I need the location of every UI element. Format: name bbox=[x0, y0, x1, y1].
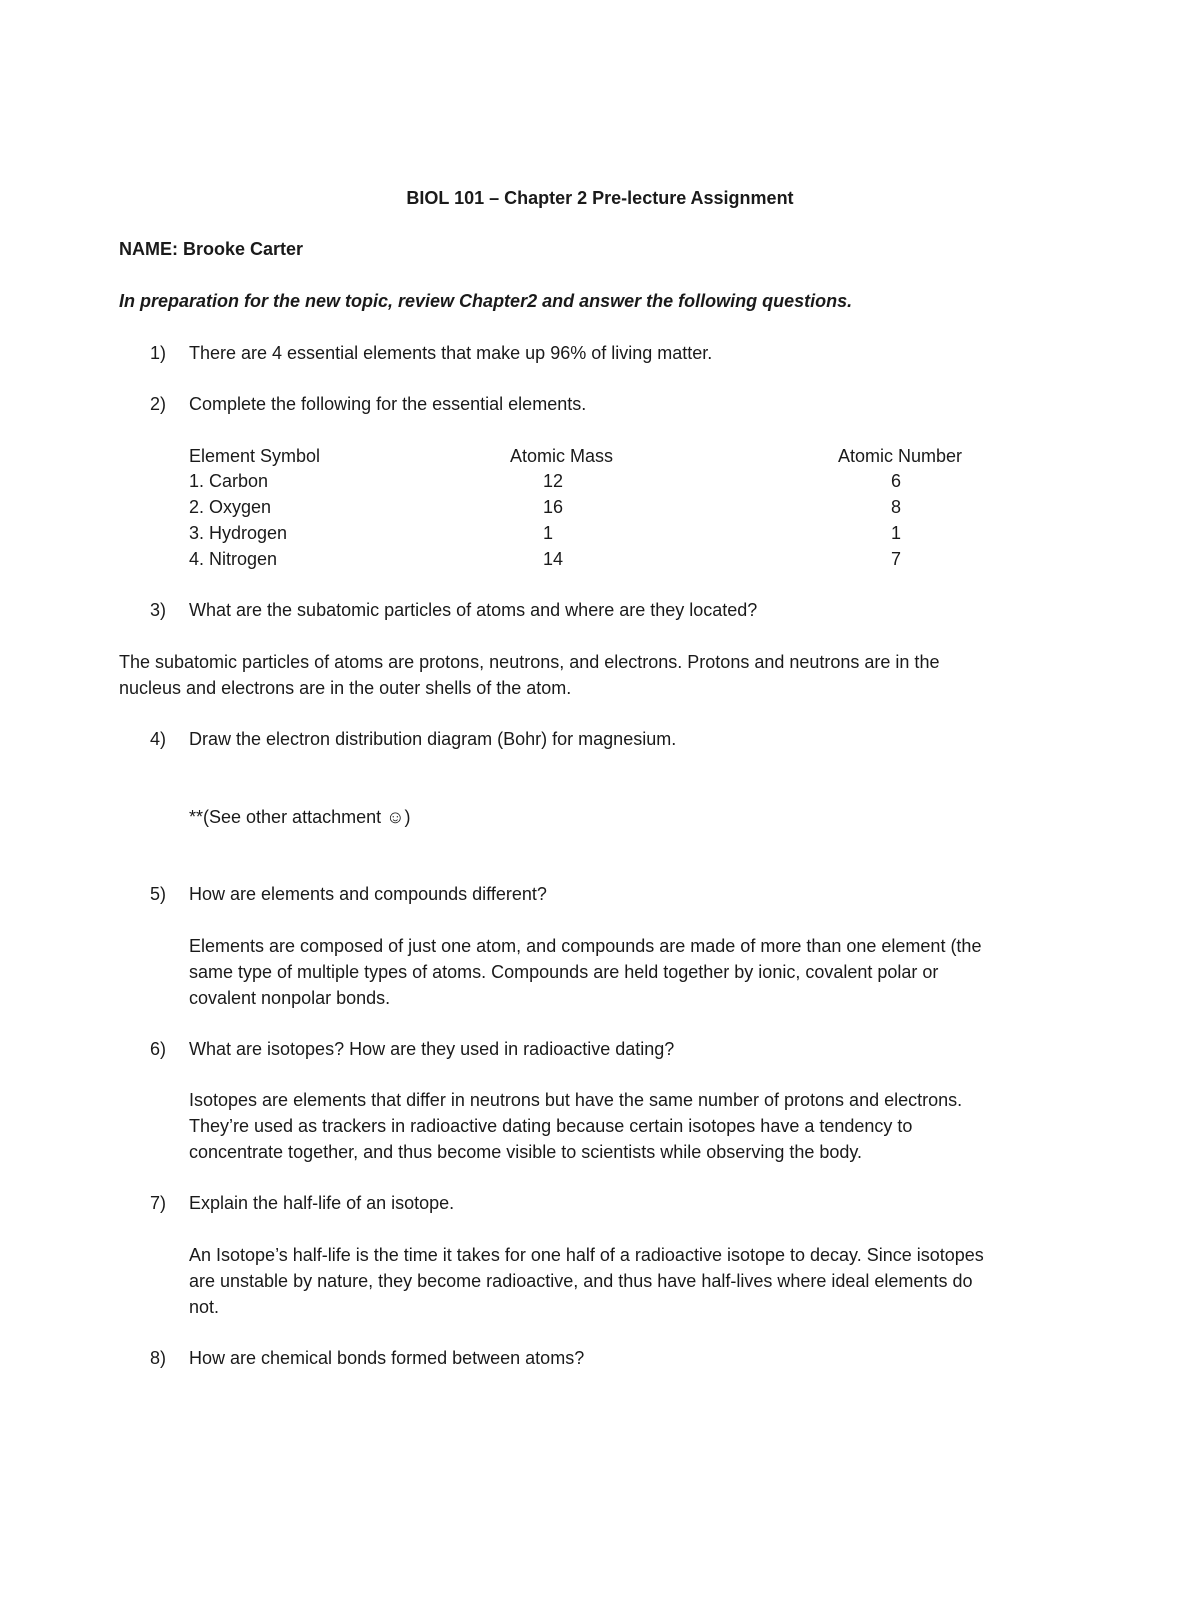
table-header-element-symbol: Element Symbol bbox=[189, 446, 321, 466]
question-number: 3) bbox=[150, 600, 167, 620]
question-number: 7) bbox=[150, 1193, 167, 1213]
question-number: 4) bbox=[150, 729, 167, 749]
instructions: In preparation for the new topic, review Chapter2 and answer the following questions. bbox=[119, 291, 853, 311]
answer-line: Isotopes are elements that differ in neutrons but have the same number of protons and electrons. bbox=[189, 1090, 963, 1110]
table-cell-mass: 12 bbox=[543, 471, 564, 491]
question-number: 1) bbox=[150, 343, 167, 363]
table-header-atomic-number: Atomic Number bbox=[838, 446, 963, 466]
answer-line: concentrate together, and thus become visible to scientists while observing the body. bbox=[189, 1142, 863, 1162]
table-cell-mass: 1 bbox=[543, 523, 554, 543]
page-title: BIOL 101 – Chapter 2 Pre-lecture Assignment bbox=[406, 188, 794, 208]
question-text: Draw the electron distribution diagram (Bohr) for magnesium. bbox=[189, 729, 677, 749]
table-cell-number: 8 bbox=[891, 497, 902, 517]
answer-line: **(See other attachment ☺) bbox=[189, 807, 411, 827]
question-text: There are 4 essential elements that make up 96% of living matter. bbox=[189, 343, 713, 363]
answer-line: not. bbox=[189, 1297, 220, 1317]
question-number: 8) bbox=[150, 1348, 167, 1368]
answer-line: covalent nonpolar bonds. bbox=[189, 988, 391, 1008]
table-cell-element: 2. Oxygen bbox=[189, 497, 272, 517]
table-cell-number: 1 bbox=[891, 523, 902, 543]
question-text: How are elements and compounds different? bbox=[189, 884, 547, 904]
name-line: NAME: Brooke Carter bbox=[119, 239, 304, 259]
table-header-atomic-mass: Atomic Mass bbox=[510, 446, 614, 466]
question-text: What are the subatomic particles of atoms and where are they located? bbox=[189, 600, 758, 620]
table-cell-mass: 14 bbox=[543, 549, 564, 569]
answer-line: are unstable by nature, they become radioactive, and thus have half-lives where ideal elements do bbox=[189, 1271, 973, 1291]
table-cell-number: 6 bbox=[891, 471, 902, 491]
question-number: 2) bbox=[150, 394, 167, 414]
answer-line: They’re used as trackers in radioactive dating because certain isotopes have a tendency to bbox=[189, 1116, 913, 1136]
table-cell-mass: 16 bbox=[543, 497, 564, 517]
table-cell-element: 1. Carbon bbox=[189, 471, 269, 491]
table-cell-number: 7 bbox=[891, 549, 902, 569]
answer-line: nucleus and electrons are in the outer shells of the atom. bbox=[119, 678, 572, 698]
question-text: Explain the half-life of an isotope. bbox=[189, 1193, 455, 1213]
question-text: Complete the following for the essential elements. bbox=[189, 394, 587, 414]
question-number: 6) bbox=[150, 1039, 167, 1059]
table-cell-element: 4. Nitrogen bbox=[189, 549, 278, 569]
answer-line: same type of multiple types of atoms. Compounds are held together by ionic, covalent polar or bbox=[189, 962, 939, 982]
answer-line: The subatomic particles of atoms are protons, neutrons, and electrons. Protons and neutrons are in the bbox=[119, 652, 940, 672]
answer-line: Elements are composed of just one atom, and compounds are made of more than one element (the bbox=[189, 936, 982, 956]
question-text: What are isotopes? How are they used in radioactive dating? bbox=[189, 1039, 675, 1059]
question-text: How are chemical bonds formed between atoms? bbox=[189, 1348, 585, 1368]
question-number: 5) bbox=[150, 884, 167, 904]
answer-line: An Isotope’s half-life is the time it takes for one half of a radioactive isotope to decay. Since isotopes bbox=[189, 1245, 984, 1265]
table-cell-element: 3. Hydrogen bbox=[189, 523, 288, 543]
